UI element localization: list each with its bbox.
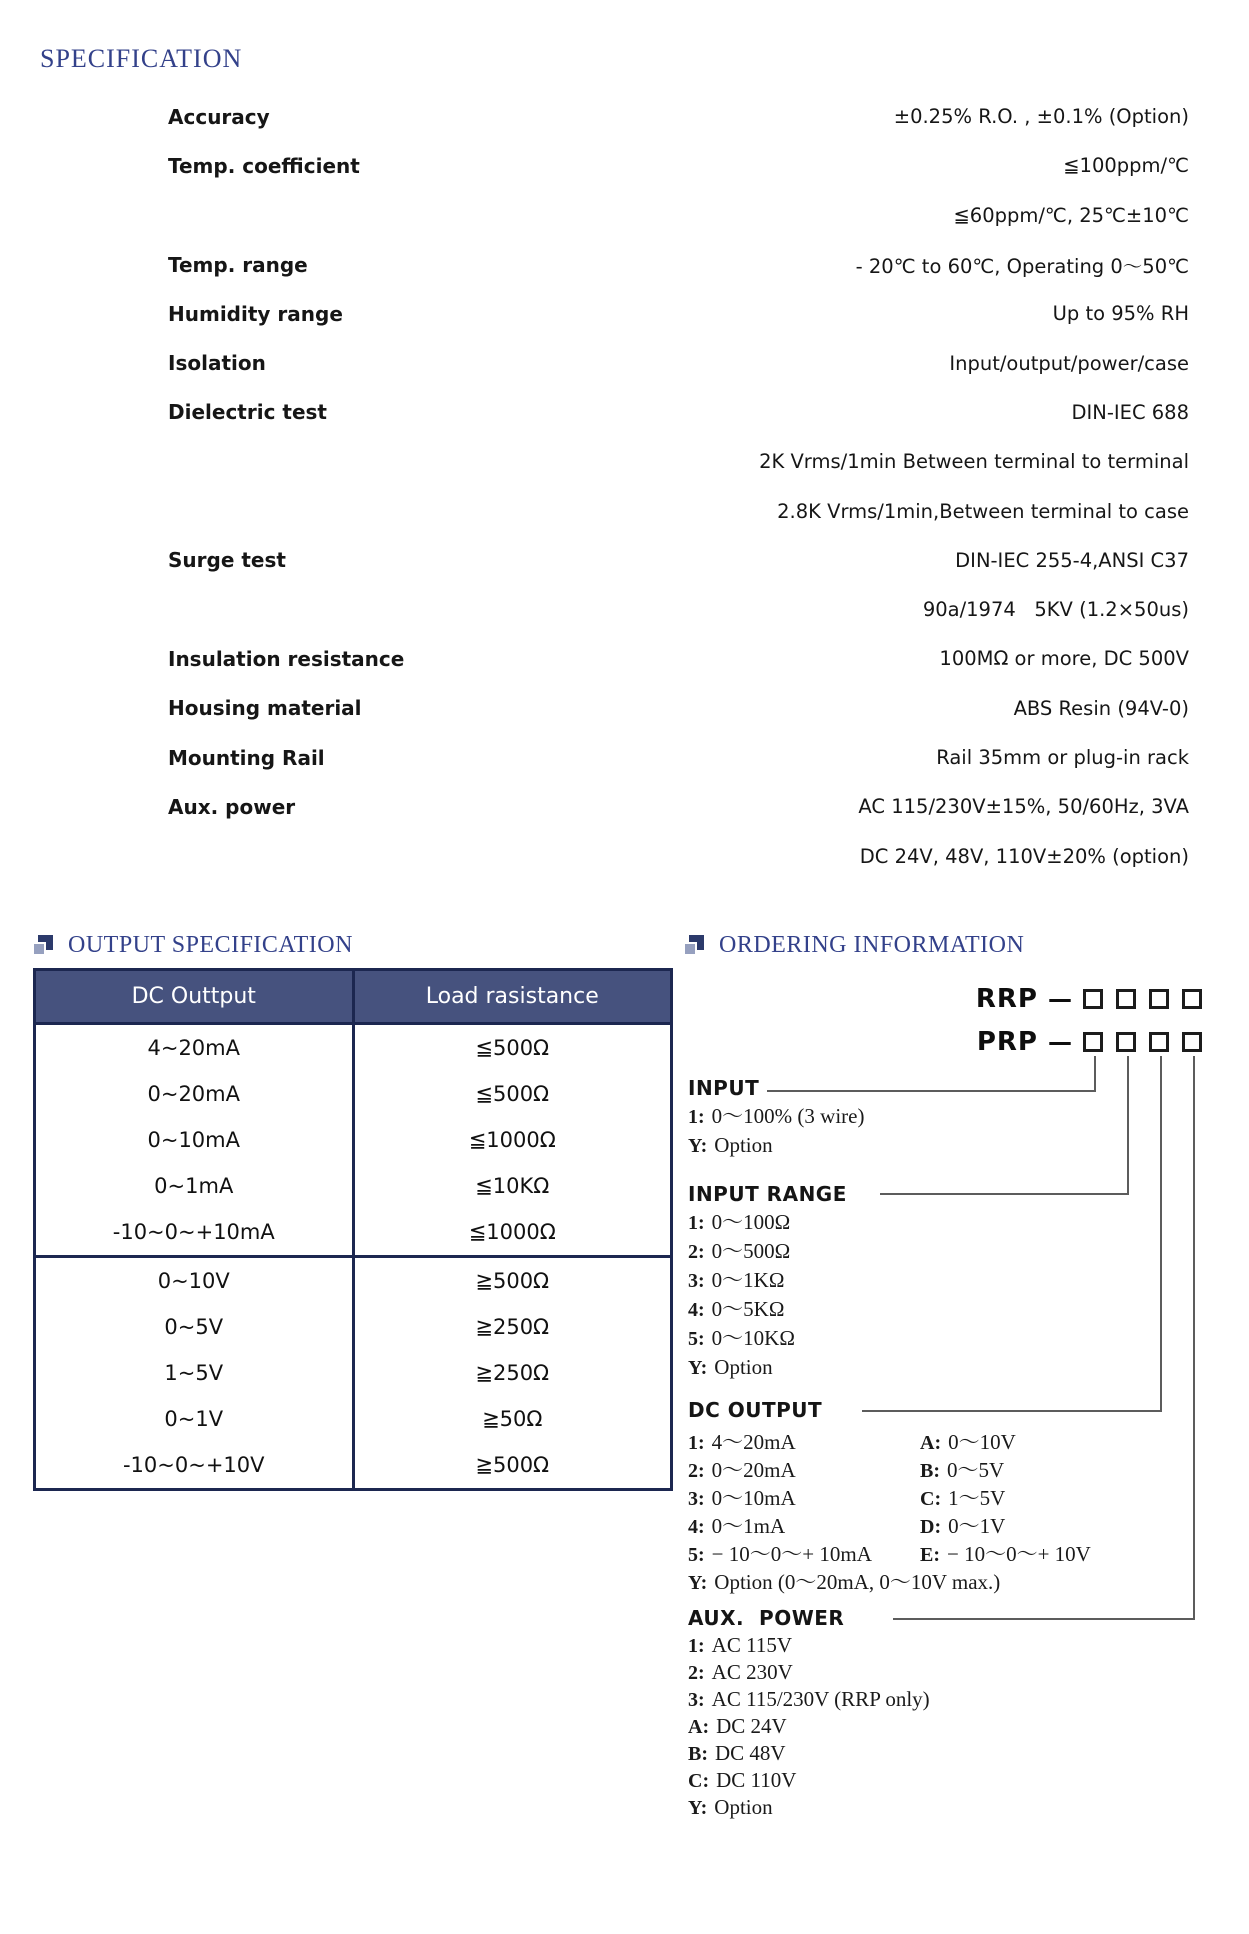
spec-row [168,388,1189,437]
table-cell: 0~1mA [35,1163,354,1209]
spec-row [168,141,1189,190]
spec-value: ≦60ppm/℃, 25℃±10℃ [953,203,1189,227]
ordering-item [920,1540,1218,1568]
table-cell: -10~0~+10V [35,1442,354,1490]
ordering-items-dc-grid [688,1428,1218,1568]
ordering-section-input [688,1076,864,1160]
spec-row [168,733,1189,782]
ordering-item [688,1428,920,1456]
spec-value: 2K Vrms/1min Between terminal to terminal [759,450,1189,474]
ordering-item-key: 1: [688,1106,705,1128]
table-cell: ≦1000Ω [353,1209,672,1257]
connector-line [1160,1056,1162,1412]
ordering-item-key: A: [920,1432,942,1454]
table-cell: ≦10KΩ [353,1163,672,1209]
ordering-item-key: Y: [688,1357,708,1379]
table-header-cell: Load rasistance [353,970,672,1024]
table-row [35,1304,672,1350]
spec-value: 100MΩ or more, DC 500V [939,647,1189,671]
table-cell: ≧250Ω [353,1350,672,1396]
spec-row [168,634,1189,683]
table-row [35,1396,672,1442]
spec-label: Housing material [168,696,362,721]
ordering-item [688,1794,930,1821]
section-bullet-icon [32,935,53,956]
table-row [35,1163,672,1209]
ordering-item [920,1512,1218,1540]
model-code-row-prp [968,1029,1215,1055]
ordering-item-key: 2: [688,1662,705,1684]
model-dash-icon: — [1048,985,1072,1013]
ordering-item [688,1686,930,1713]
ordering-item-value: 0～500Ω [711,1239,791,1263]
table-row [35,1071,672,1117]
ordering-item [688,1767,930,1794]
ordering-item-value: Option [714,1795,773,1819]
ordering-item [688,1540,920,1568]
spec-value: Rail 35mm or plug-in rack [936,746,1189,769]
ordering-item-key: 2: [688,1460,705,1482]
ordering-item [688,1208,855,1237]
ordering-item [688,1237,855,1266]
output-spec-table-body [35,1024,672,1490]
table-cell: 0~1V [35,1396,354,1442]
ordering-section-input-range [688,1182,855,1382]
section-bullet-icon [683,935,704,956]
table-row [35,1257,672,1305]
ordering-item-value: 0～100% (3 wire) [711,1104,865,1128]
ordering-item [688,1324,855,1353]
table-cell: ≧500Ω [353,1442,672,1490]
ordering-item-value: AC 115V [711,1633,792,1657]
spec-label: Surge test [168,548,286,573]
table-row [35,1209,672,1257]
table-cell: 4~20mA [35,1024,354,1072]
ordering-section-title: AUX. POWER [688,1606,852,1632]
ordering-items-dc-footer [688,1568,1218,1597]
connector-line [1127,1056,1129,1195]
table-header-cell: DC Outtput [35,970,354,1024]
ordering-item-key: 4: [688,1299,705,1321]
ordering-item [920,1484,1218,1512]
ordering-item-value: DC 24V [716,1714,787,1738]
output-spec-heading [32,932,353,959]
spec-value: - 20℃ to 60℃, Operating 0～50℃ [855,254,1189,278]
spec-value: 90a/1974 5KV (1.2×50us) [922,598,1189,622]
spec-value: Input/output/power/case [949,351,1189,375]
spec-label: Aux. power [168,794,296,819]
spec-row [168,536,1189,585]
ordering-item [688,1632,930,1659]
table-row [35,1350,672,1396]
ordering-section-title: DC OUTPUT [688,1398,830,1424]
spec-value: DIN-IEC 688 [1071,400,1189,424]
connector-line [893,1618,1195,1620]
ordering-item-key: A: [688,1716,710,1738]
model-code-row-rrp [968,986,1215,1012]
table-cell: 1~5V [35,1350,354,1396]
ordering-item-key: Y: [688,1135,708,1157]
ordering-item-value: Option [714,1133,773,1157]
table-cell: ≧250Ω [353,1304,672,1350]
model-name: RRP [975,984,1038,1014]
spec-value: AC 115/230V±15%, 50/60Hz, 3VA [858,795,1189,819]
spec-row [168,191,1189,240]
spec-value: ≦100ppm/℃ [1063,154,1189,178]
ordering-item [920,1428,1218,1456]
spec-value: Up to 95% RH [1052,302,1189,326]
ordering-item-value: DC 48V [715,1741,786,1765]
table-cell: ≦500Ω [353,1071,672,1117]
ordering-item-value: 0～10V [948,1430,1016,1454]
ordering-item-key: B: [920,1460,940,1482]
ordering-item-key: 4: [688,1516,705,1538]
spec-label: Insulation resistance [168,646,405,671]
ordering-item-value: 0～5V [947,1458,1005,1482]
ordering-item [688,1659,930,1686]
page-title: SPECIFICATION [40,44,243,73]
ordering-item [688,1131,864,1160]
table-header-row [35,970,672,1024]
spec-row [168,240,1189,289]
spec-label: Mounting Rail [168,745,325,770]
ordering-item-key: D: [920,1516,942,1538]
table-cell: ≧50Ω [353,1396,672,1442]
ordering-item [688,1484,920,1512]
ordering-item [920,1456,1218,1484]
code-box [1116,1032,1136,1052]
spec-label: Temp. range [168,252,308,277]
ordering-item [688,1456,920,1484]
table-cell: ≧500Ω [353,1257,672,1305]
ordering-section-aux-power [688,1606,930,1821]
ordering-item-value: AC 230V [711,1660,793,1684]
spec-row [168,289,1189,338]
ordering-item-key: 5: [688,1544,705,1566]
spec-label: Accuracy [168,104,270,129]
code-box [1182,989,1202,1009]
ordering-item-key: 1: [688,1212,705,1234]
ordering-item-value: 0～1V [948,1514,1006,1538]
ordering-item-value: 0～10KΩ [711,1326,795,1350]
spec-row [168,338,1189,387]
spec-row [168,486,1189,535]
ordering-item-value: 0～100Ω [711,1210,791,1234]
ordering-item-value: Option [714,1355,773,1379]
connector-line [880,1193,1129,1195]
model-name: PRP [976,1027,1038,1057]
table-cell: -10~0~+10mA [35,1209,354,1257]
ordering-item-key: C: [920,1488,942,1510]
ordering-section-dc-output [688,1398,1218,1597]
ordering-item [688,1740,930,1767]
ordering-item-key: 1: [688,1432,705,1454]
output-spec-title: OUTPUT SPECIFICATION [68,932,353,958]
ordering-item-key: 5: [688,1328,705,1350]
ordering-item [688,1102,864,1131]
connector-line [1094,1056,1096,1092]
spec-row [168,782,1189,831]
table-cell: 0~5V [35,1304,354,1350]
spec-value: DC 24V, 48V, 110V±20% (option) [859,844,1189,868]
spec-row [168,831,1189,880]
spec-value: DIN-IEC 255-4,ANSI C37 [955,548,1189,572]
spec-label: Dielectric test [168,400,327,425]
ordering-item [688,1266,855,1295]
table-cell: ≦500Ω [353,1024,672,1072]
ordering-item-value: 4～20mA [711,1430,796,1454]
ordering-item-value: 0～1mA [711,1514,786,1538]
ordering-items [688,1208,855,1382]
ordering-item-key: 1: [688,1635,705,1657]
code-box [1083,1032,1103,1052]
ordering-item [688,1295,855,1324]
ordering-item-key: E: [920,1544,940,1566]
ordering-item-key: 3: [688,1488,705,1510]
ordering-item-key: 2: [688,1241,705,1263]
spec-label: Temp. coefficient [168,153,360,178]
spec-row [168,437,1189,486]
code-box [1182,1032,1202,1052]
ordering-section-title: INPUT RANGE [688,1182,855,1208]
ordering-item [688,1512,920,1540]
table-cell: ≦1000Ω [353,1117,672,1163]
ordering-item-key: Y: [688,1572,708,1594]
ordering-item-key: C: [688,1770,710,1792]
ordering-item [688,1713,930,1740]
code-box [1116,989,1136,1009]
ordering-item-value: 0～5KΩ [711,1297,785,1321]
code-box [1149,989,1169,1009]
spec-value: 2.8K Vrms/1min,Between terminal to case [777,499,1189,523]
ordering-item-key: 3: [688,1270,705,1292]
ordering-item-value: 0～20mA [711,1458,796,1482]
table-cell: 0~20mA [35,1071,354,1117]
ordering-info-heading [683,932,1024,959]
ordering-item-value: − 10～0～+ 10mA [711,1542,872,1566]
output-spec-table [33,968,673,1491]
ordering-item [688,1353,855,1382]
spec-list [168,92,1189,881]
output-spec-table-head [35,970,672,1024]
table-row [35,1442,672,1490]
ordering-info-title: ORDERING INFORMATION [719,932,1025,958]
ordering-item-value: 0～10mA [711,1486,796,1510]
ordering-item-value: Option (0～20mA, 0～10V max.) [714,1570,1001,1594]
table-cell: 0~10V [35,1257,354,1305]
code-box [1083,989,1103,1009]
ordering-item-value: 0～1KΩ [711,1268,785,1292]
ordering-item-key: Y: [688,1797,708,1819]
ordering-item-value: − 10～0～+ 10V [947,1542,1091,1566]
spec-row [168,92,1189,141]
ordering-item [688,1568,1218,1597]
ordering-item-value: DC 110V [716,1768,797,1792]
spec-row [168,684,1189,733]
spec-value: ±0.25% R.O. , ±0.1% (Option) [893,105,1189,129]
code-box [1149,1032,1169,1052]
model-dash-icon: — [1048,1028,1072,1056]
spec-label: Humidity range [168,301,343,326]
ordering-items [688,1102,864,1160]
ordering-item-key: B: [688,1743,708,1765]
spec-label: Isolation [168,351,266,376]
table-row [35,1117,672,1163]
ordering-items [688,1632,930,1821]
ordering-item-key: 3: [688,1689,705,1711]
ordering-item-value: 1～5V [948,1486,1006,1510]
table-row [35,1024,672,1072]
table-cell: 0~10mA [35,1117,354,1163]
spec-value: ABS Resin (94V-0) [1013,696,1189,720]
ordering-section-title: INPUT [688,1076,767,1102]
spec-row [168,585,1189,634]
ordering-item-value: AC 115/230V (RRP only) [711,1687,930,1711]
